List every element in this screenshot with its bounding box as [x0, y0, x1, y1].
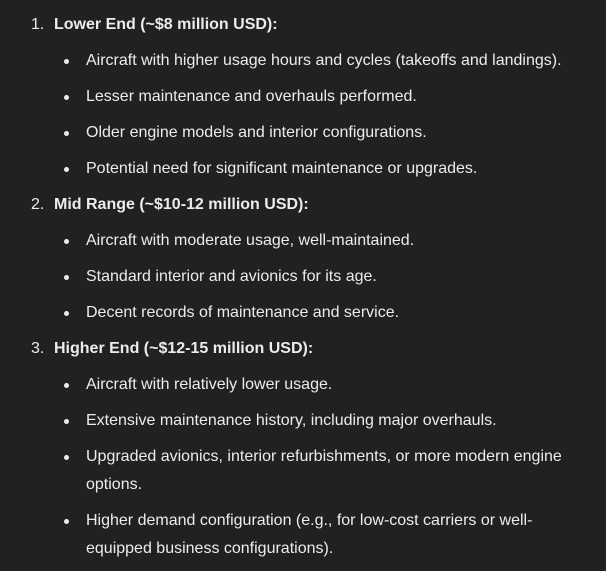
section-heading: [0, 191, 606, 219]
bullet-icon: [64, 455, 69, 460]
section-heading: [0, 11, 606, 39]
list-item: [0, 299, 606, 327]
price-tier-mid-range: [0, 191, 606, 327]
bullet-icon: [64, 519, 69, 524]
list-item-text: Lesser maintenance and overhauls performed.: [86, 88, 417, 105]
bullet-list: [0, 371, 606, 563]
section-title: Mid Range (~$10-12 million USD):: [54, 196, 309, 213]
list-item: [0, 227, 606, 255]
list-item-text: Higher demand configuration (e.g., for low-cost carriers or well-equipped business configurations).: [86, 512, 533, 557]
list-item: [0, 83, 606, 111]
list-item-text: Aircraft with higher usage hours and cycles (takeoffs and landings).: [86, 52, 562, 69]
list-number: 3.: [31, 340, 45, 357]
bullet-icon: [64, 167, 69, 172]
price-tier-lower-end: [0, 11, 606, 183]
list-item: [0, 155, 606, 183]
price-tier-higher-end: [0, 335, 606, 563]
bullet-list: [0, 47, 606, 183]
bullet-icon: [64, 239, 69, 244]
list-item-text: Aircraft with relatively lower usage.: [86, 376, 333, 393]
list-item-text: Extensive maintenance history, including major overhauls.: [86, 412, 497, 429]
list-item: [0, 119, 606, 147]
bullet-icon: [64, 419, 69, 424]
bullet-icon: [64, 59, 69, 64]
list-item-text: Aircraft with moderate usage, well-maintained.: [86, 232, 415, 249]
section-heading: [0, 335, 606, 363]
section-title: Lower End (~$8 million USD):: [54, 16, 278, 33]
list-item: [0, 371, 606, 399]
bullet-list: [0, 227, 606, 327]
list-item: [0, 407, 606, 435]
list-item: [0, 263, 606, 291]
message-content: [0, 11, 606, 571]
bullet-icon: [64, 311, 69, 316]
bullet-icon: [64, 95, 69, 100]
bullet-icon: [64, 383, 69, 388]
list-number: 1.: [31, 16, 45, 33]
section-title: Higher End (~$12-15 million USD):: [54, 340, 314, 357]
list-item-text: Potential need for significant maintenance or upgrades.: [86, 160, 478, 177]
list-item-text: Standard interior and avionics for its age.: [86, 268, 377, 285]
list-item: [0, 47, 606, 75]
list-item: [0, 507, 606, 563]
list-item: [0, 443, 606, 499]
bullet-icon: [64, 131, 69, 136]
list-item-text: Decent records of maintenance and service.: [86, 304, 400, 321]
bullet-icon: [64, 275, 69, 280]
list-item-text: Older engine models and interior configurations.: [86, 124, 427, 141]
list-number: 2.: [31, 196, 45, 213]
list-item-text: Upgraded avionics, interior refurbishments, or more modern engine options.: [86, 448, 562, 493]
